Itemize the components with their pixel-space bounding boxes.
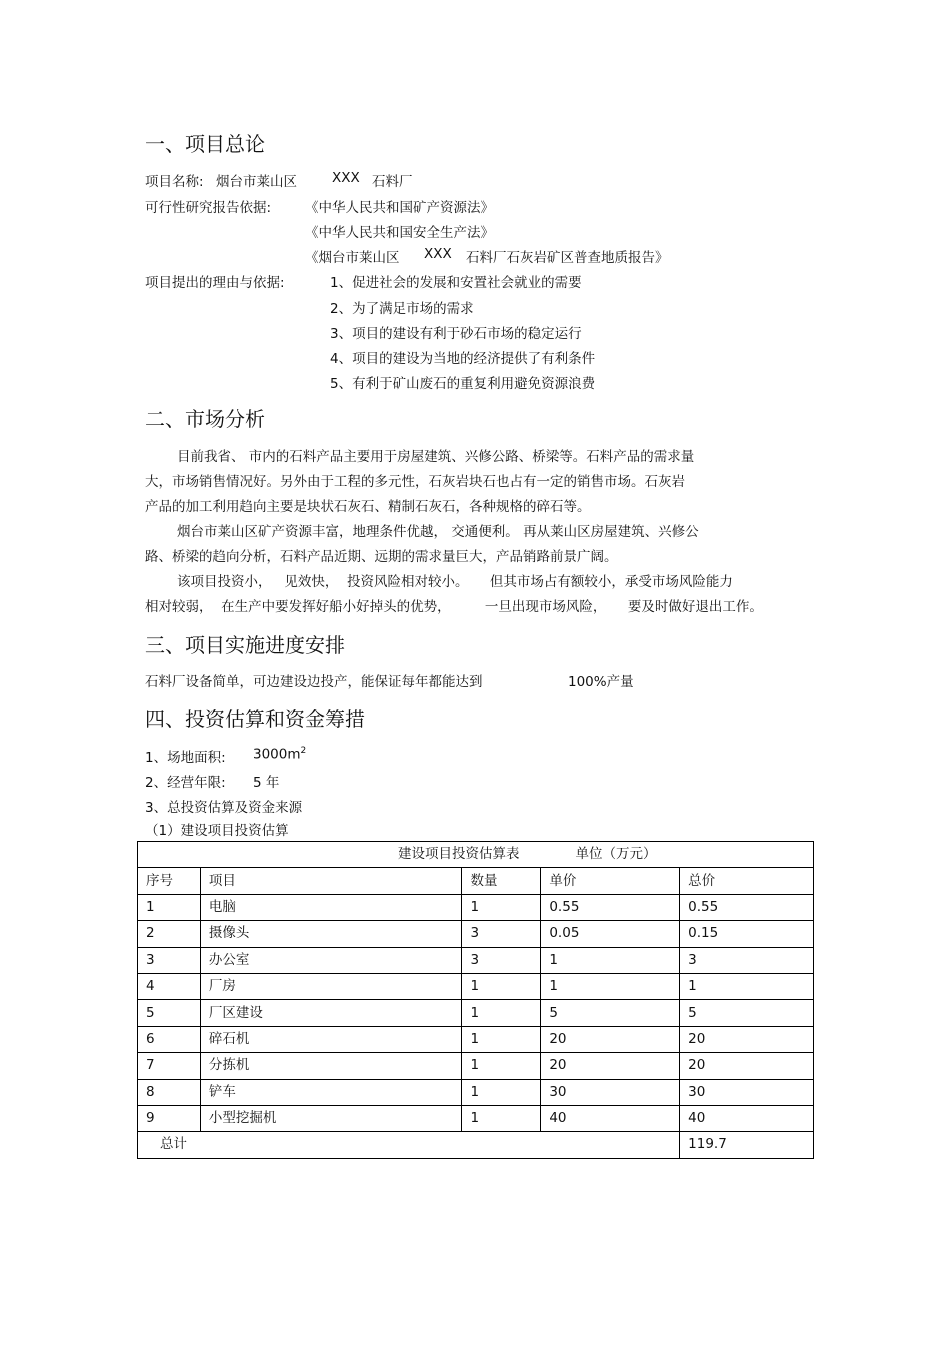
cell-total-price: 20	[680, 1053, 814, 1079]
cell-unit-price: 0.05	[541, 921, 680, 947]
basis-label: 可行性研究报告依据:	[145, 200, 272, 216]
header-total-price: 总价	[680, 868, 814, 894]
cell-item: 碎石机	[200, 1026, 462, 1052]
cell-seq: 7	[138, 1053, 201, 1079]
project-name-label: 项目名称:	[145, 174, 204, 190]
report-xxx: XXX	[424, 246, 452, 262]
schedule-percent: 100%产量	[568, 674, 634, 690]
cell-total-price: 5	[680, 1000, 814, 1026]
reason-item: 3、项目的建设有利于砂石市场的稳定运行	[330, 326, 582, 342]
header-seq: 序号	[138, 868, 201, 894]
cell-total-price: 20	[680, 1026, 814, 1052]
heading-project-overview: 一、项目总论	[145, 132, 265, 156]
market-p2-line2: 路、桥梁的趋向分析，石料产品近期、远期的需求量巨大，产品销路前景广阔。	[145, 549, 618, 565]
years-label: 2、经营年限:	[145, 775, 226, 791]
table-row	[138, 973, 814, 999]
market-p1-line2: 大，市场销售情况好。另外由于工程的多元性，石灰岩块石也占有一定的销售市场。石灰岩	[145, 474, 685, 490]
heading-market-analysis: 二、市场分析	[145, 407, 265, 431]
table-row	[138, 947, 814, 973]
total-investment-label: 3、总投资估算及资金来源	[145, 800, 303, 816]
cell-seq: 3	[138, 947, 201, 973]
cell-unit-price: 30	[541, 1079, 680, 1105]
project-name-xxx: XXX	[332, 170, 360, 186]
cell-item: 厂房	[200, 973, 462, 999]
reason-item: 1、促进社会的发展和安置社会就业的需要	[330, 275, 582, 291]
report-prefix: 《烟台市莱山区	[305, 250, 400, 266]
reason-item: 5、有利于矿山废石的重复利用避免资源浪费	[330, 376, 596, 392]
law-mineral: 《中华人民共和国矿产资源法》	[305, 200, 494, 216]
total-label: 总计	[138, 1132, 680, 1158]
reasons-label: 项目提出的理由与依据:	[145, 275, 285, 291]
cell-total-price: 40	[680, 1105, 814, 1131]
reason-item: 4、项目的建设为当地的经济提供了有利条件	[330, 351, 596, 367]
table-header-row	[138, 868, 814, 894]
table-caption	[138, 842, 814, 868]
project-name-suffix: 石料厂	[372, 174, 413, 190]
cell-seq: 4	[138, 973, 201, 999]
heading-schedule: 三、项目实施进度安排	[145, 633, 345, 657]
reason-item: 2、为了满足市场的需求	[330, 301, 474, 317]
market-p3-line1: 该项目投资小， 见效快， 投资风险相对较小。 但其市场占有额较小，承受市场风险能力	[177, 574, 733, 590]
market-p1-line3: 产品的加工利用趋向主要是块状石灰石、精制石灰石，各种规格的碎石等。	[145, 499, 591, 515]
cell-seq: 8	[138, 1079, 201, 1105]
cell-unit-price: 20	[541, 1026, 680, 1052]
area-value	[253, 746, 306, 763]
cell-item: 办公室	[200, 947, 462, 973]
cell-qty: 3	[462, 947, 541, 973]
cell-qty: 1	[462, 1053, 541, 1079]
cell-seq: 5	[138, 1000, 201, 1026]
table-row	[138, 1000, 814, 1026]
cell-item: 分拣机	[200, 1053, 462, 1079]
table-row	[138, 1079, 814, 1105]
table-caption-row	[138, 842, 814, 868]
schedule-text: 石料厂设备简单，可边建设边投产，能保证每年都能达到	[145, 674, 483, 690]
table-unit: 单位（万元）	[575, 846, 657, 863]
area-number: 3000m	[253, 746, 301, 763]
cell-qty: 1	[462, 1079, 541, 1105]
table-row	[138, 894, 814, 920]
market-p3-line2: 相对较弱， 在生产中要发挥好船小好掉头的优势， 一旦出现市场风险， 要及时做好退出工作。	[145, 599, 763, 615]
cell-unit-price: 1	[541, 973, 680, 999]
report-suffix: 石料厂石灰岩矿区普查地质报告》	[466, 250, 669, 266]
cell-seq: 6	[138, 1026, 201, 1052]
table-row	[138, 1105, 814, 1131]
cell-seq: 9	[138, 1105, 201, 1131]
investment-table	[137, 841, 814, 1159]
table-row	[138, 1026, 814, 1052]
cell-unit-price: 5	[541, 1000, 680, 1026]
cell-item: 摄像头	[200, 921, 462, 947]
years-value: 5 年	[253, 775, 280, 791]
cell-total-price: 30	[680, 1079, 814, 1105]
table-total-row	[138, 1132, 814, 1158]
header-qty: 数量	[462, 868, 541, 894]
cell-qty: 1	[462, 1105, 541, 1131]
law-safety: 《中华人民共和国安全生产法》	[305, 225, 494, 241]
market-p1-line1: 目前我省、 市内的石料产品主要用于房屋建筑、兴修公路、桥梁等。石料产品的需求量	[177, 449, 695, 465]
cell-item: 厂区建设	[200, 1000, 462, 1026]
cell-unit-price: 0.55	[541, 894, 680, 920]
cell-unit-price: 40	[541, 1105, 680, 1131]
cell-qty: 1	[462, 1026, 541, 1052]
heading-investment: 四、投资估算和资金筹措	[145, 707, 365, 731]
cell-total-price: 0.15	[680, 921, 814, 947]
cell-unit-price: 20	[541, 1053, 680, 1079]
table-row	[138, 921, 814, 947]
market-p2-line1: 烟台市莱山区矿产资源丰富，地理条件优越， 交通便利。 再从莱山区房屋建筑、兴修公	[177, 524, 699, 540]
area-exponent: 2	[300, 746, 307, 756]
cell-qty: 1	[462, 1000, 541, 1026]
table-row	[138, 1053, 814, 1079]
cell-item: 电脑	[200, 894, 462, 920]
cell-total-price: 3	[680, 947, 814, 973]
header-unit-price: 单价	[541, 868, 680, 894]
area-label: 1、场地面积:	[145, 750, 226, 766]
header-item: 项目	[200, 868, 462, 894]
cell-qty: 1	[462, 894, 541, 920]
cell-unit-price: 1	[541, 947, 680, 973]
cell-total-price: 1	[680, 973, 814, 999]
cell-item: 铲车	[200, 1079, 462, 1105]
table-title: 建设项目投资估算表	[398, 846, 520, 863]
total-value: 119.7	[680, 1132, 814, 1158]
project-name-place: 烟台市莱山区	[216, 174, 297, 190]
cell-seq: 1	[138, 894, 201, 920]
cell-item: 小型挖掘机	[200, 1105, 462, 1131]
cell-seq: 2	[138, 921, 201, 947]
sub-investment-label: （1）建设项目投资估算	[145, 823, 289, 839]
cell-qty: 3	[462, 921, 541, 947]
cell-qty: 1	[462, 973, 541, 999]
cell-total-price: 0.55	[680, 894, 814, 920]
